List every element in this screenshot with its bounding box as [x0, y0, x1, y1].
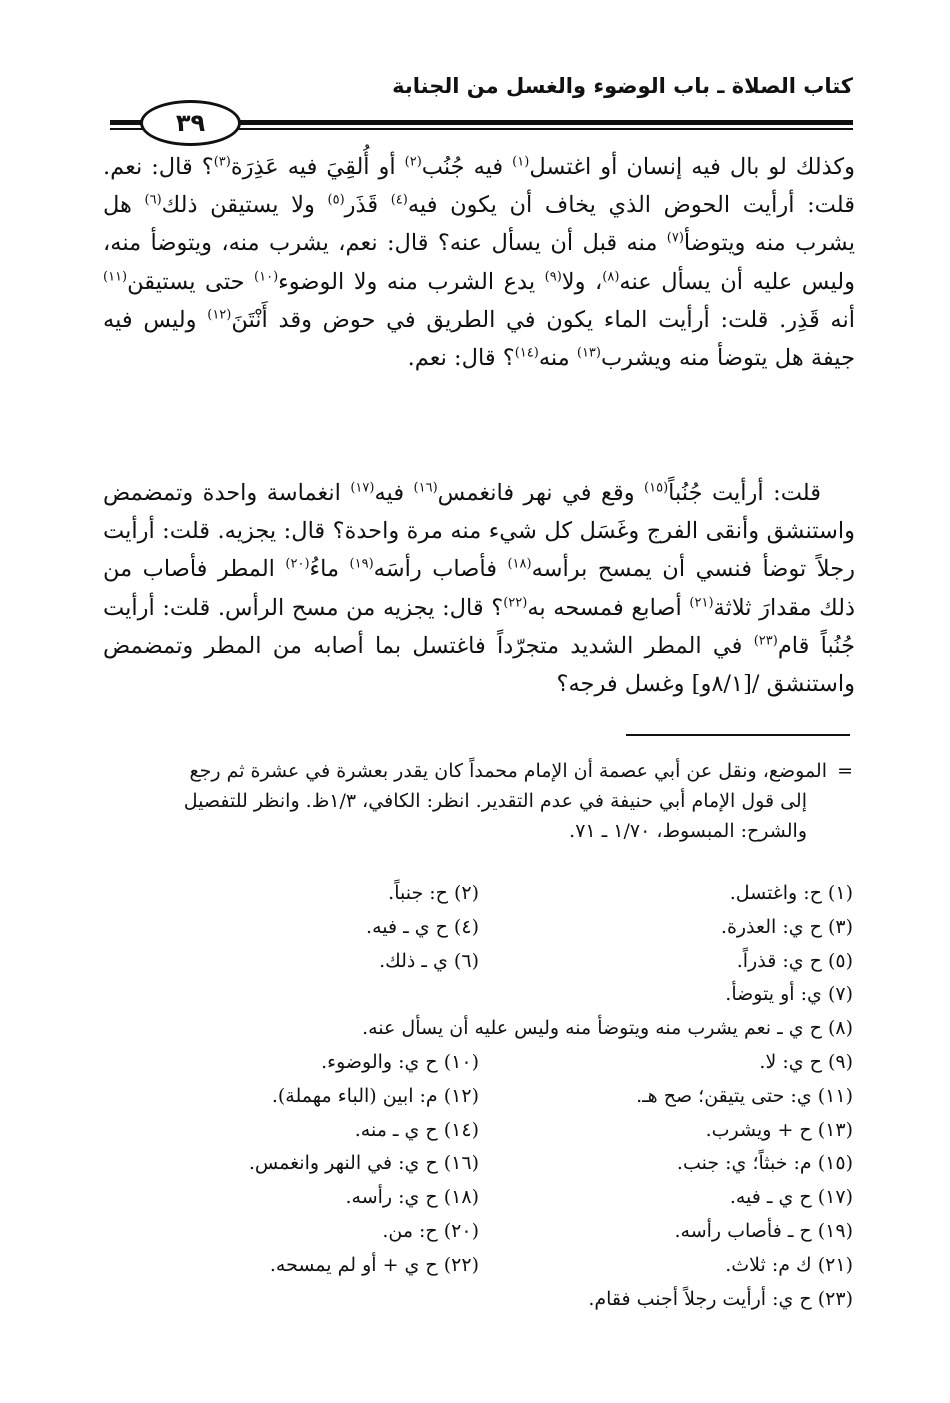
footnote-item: (٥) ح ي: قذراً. [736, 949, 853, 972]
footnote-ref: (١) [512, 154, 530, 170]
text-run: قلت: أرأيت جُنُباً [668, 480, 821, 506]
footnote-ref: (٥) [327, 192, 345, 208]
footnote-item: (٢١) ك م: ثلاث. [725, 1253, 853, 1276]
footnote-item: (١٣) ح + ويشرب. [705, 1118, 853, 1141]
text-run: منه [538, 345, 577, 372]
footnote-ref: (١٢) [207, 307, 232, 323]
footnote-row [100, 911, 853, 945]
text-run: المطر فأصاب من ذلك مقدارَ ثلاثة [103, 556, 855, 621]
footnote-ref: (١٤) [514, 345, 539, 361]
footnote-row [100, 945, 853, 979]
text-run: ماءُ [309, 556, 350, 583]
text-run: قَذَر [344, 192, 391, 219]
footnote-ref: (١٩) [349, 556, 374, 572]
footnote-item: (١٤) ح ي ـ منه. [354, 1118, 479, 1141]
footnote-ref: (١٧) [350, 480, 375, 496]
text-run: انغماسة واحدة وتمضمض واستنشق وأنقى الفرج وغَسَل كل شيء منه مرة واحدة؟ قال: يجزيه. قلت: أرأيت رجلاً توضأ فنسي أن يمسح برأسه [103, 480, 855, 583]
footnote-row [100, 1080, 853, 1114]
footnote-item: (١٨) ح ي: رأسه. [345, 1186, 479, 1209]
footnote-item: (٩) ح ي: لا. [759, 1050, 853, 1073]
footnote-ref: (٢٣) [753, 633, 778, 649]
footnote-row [100, 1181, 853, 1215]
footnote-item: (٨) ح ي ـ نعم يشرب منه ويتوضأ منه وليس عليه أن يسأل عنه. [362, 1017, 853, 1040]
running-header-title: كتاب الصلاة ـ باب الوضوء والغسل من الجنابة [392, 74, 853, 98]
footnote-item: (١١) ي: حتى يتيقن؛ صح هـ. [636, 1084, 853, 1107]
footnote-item: (٢٠) ح: من. [382, 1219, 479, 1242]
text-run: أصابع فمسحه به [527, 594, 690, 621]
footnote-line: إلى قول الإمام أبي حنيفة في عدم التقدير. انظر: الكافي، ١/٣ظ. وانظر للتفصيل [183, 790, 807, 812]
text-run: في المطر الشديد متجرّداً فاغتسل بما أصابه من المطر وتمضمض واستنشق /[٨/١و] وغسل فرجه؟ [103, 632, 855, 698]
footnote-ref: (٢٢) [503, 595, 528, 611]
footnote-separator [626, 734, 850, 736]
footnote-item: (١) ح: واغتسل. [729, 882, 853, 904]
main-paragraph-2 [103, 474, 855, 703]
footnote-row [100, 1012, 853, 1046]
text-run: أنه قَذِر. قلت: أرأيت الماء يكون في الطريق في حوض وقد أَنْتَنَ [231, 306, 855, 333]
text-run: فأصاب رأسَه [373, 556, 508, 583]
text-run: ؟ قال: نعم. [407, 345, 515, 372]
footnote-item: (٤) ح ي ـ فيه. [366, 915, 479, 938]
footnote-item: (٧) ي: أو يتوضأ. [725, 983, 853, 1006]
footnote-ref: (١٣) [576, 345, 601, 361]
text-run: فيه جُنُب [421, 154, 513, 180]
footnote-ref: (١٦) [413, 480, 438, 496]
footnote-ref: (١٥) [644, 480, 669, 496]
footnote-continuation-line [100, 756, 853, 786]
footnote-line: الموضع، ونقل عن أبي عصمة أن الإمام محمداً كان يقدر بعشرة في عشرة ثم رجع [189, 760, 827, 782]
footnote-ref: (٨) [602, 269, 620, 285]
footnote-row [100, 1283, 853, 1317]
footnote-item: (٣) ح ي: العذرة. [720, 915, 853, 938]
page-number: ٣٩ [140, 100, 241, 146]
footnote-continuation [100, 756, 853, 846]
text-run: ، ولا [561, 268, 603, 295]
continuation-marker: = [837, 760, 853, 782]
text-run: يدع الشرب منه ولا الوضوء [278, 268, 545, 295]
text-run: فيه [374, 480, 414, 506]
footnote-item: (٦) ي ـ ذلك. [379, 949, 479, 972]
footnote-item: (١٧) ح ي ـ فيه. [729, 1186, 853, 1209]
footnote-item: (١٦) ح ي: في النهر وانغمس. [248, 1152, 479, 1175]
text-run: وليس فيه جيفة هل يتوضأ منه ويشرب [103, 306, 855, 372]
footnote-ref: (١١) [103, 269, 128, 285]
footnote-ref: (٢٠) [285, 556, 310, 572]
footnote-ref: (١٨) [507, 556, 532, 572]
footnote-ref: (٢١) [689, 595, 714, 611]
footnote-item: (١٠) ح ي: والوضوء. [321, 1050, 479, 1073]
footnote-ref: (٢) [404, 154, 422, 170]
footnote-line: والشرح: المبسوط، ١/٧٠ ـ ٧١. [569, 820, 807, 842]
text-run: ولا يستيقن ذلك [161, 192, 328, 219]
footnote-ref: (١٠) [254, 269, 279, 285]
text-run: أو أُلقِيَ فيه عَذِرَة [230, 154, 405, 180]
footnote-item: (١٥) م: خبثاً؛ ي: جنب. [676, 1152, 853, 1175]
footnote-row [100, 1249, 853, 1283]
text-run: منه قبل أن يسأل عنه؟ قال: نعم، يشرب منه، ويتوضأ منه، وليس عليه أن يسأل عنه [103, 230, 855, 295]
text-run: وكذلك لو بال فيه إنسان أو اغتسل [529, 154, 855, 180]
footnote-ref: (٩) [544, 269, 562, 285]
text-run: هل يشرب منه ويتوضأ [103, 192, 856, 257]
footnote-item: (٢٣) ح ي: أرأيت رجلاً أجنب فقام. [588, 1287, 853, 1310]
footnote-ref: (٣) [213, 154, 231, 170]
footnote-row [100, 1147, 853, 1181]
footnote-item: (٢٢) ح ي + أو لم يمسحه. [269, 1253, 479, 1276]
footnote-item: (١٢) م: ابين (الباء مهملة). [271, 1084, 479, 1107]
footnote-row [100, 877, 853, 911]
footnote-row [100, 978, 853, 1012]
footnote-row [100, 1114, 853, 1148]
text-run: حتى يستيقن [127, 268, 255, 295]
footnote-row [100, 1215, 853, 1249]
main-paragraph-1 [103, 148, 855, 377]
text-run: وقع في نهر فانغمس [437, 480, 645, 506]
footnote-ref: (٤) [390, 192, 408, 208]
text-run: ؟ قال: نعم. قلت: أرأيت الحوض الذي يخاف أن يكون فيه [103, 154, 855, 219]
footnote-row [100, 1046, 853, 1080]
footnote-item: (٢) ح: جنباً. [388, 882, 479, 904]
text-run: ؟ قال: يجزيه من مسح الرأس. قلت: أرأيت جُنُباً قام [103, 594, 855, 659]
footnote-ref: (٦) [144, 192, 162, 208]
footnote-item: (١٩) ح ـ فأصاب رأسه. [674, 1219, 853, 1242]
footnote-list [100, 877, 853, 1316]
footnote-ref: (٧) [666, 230, 684, 246]
